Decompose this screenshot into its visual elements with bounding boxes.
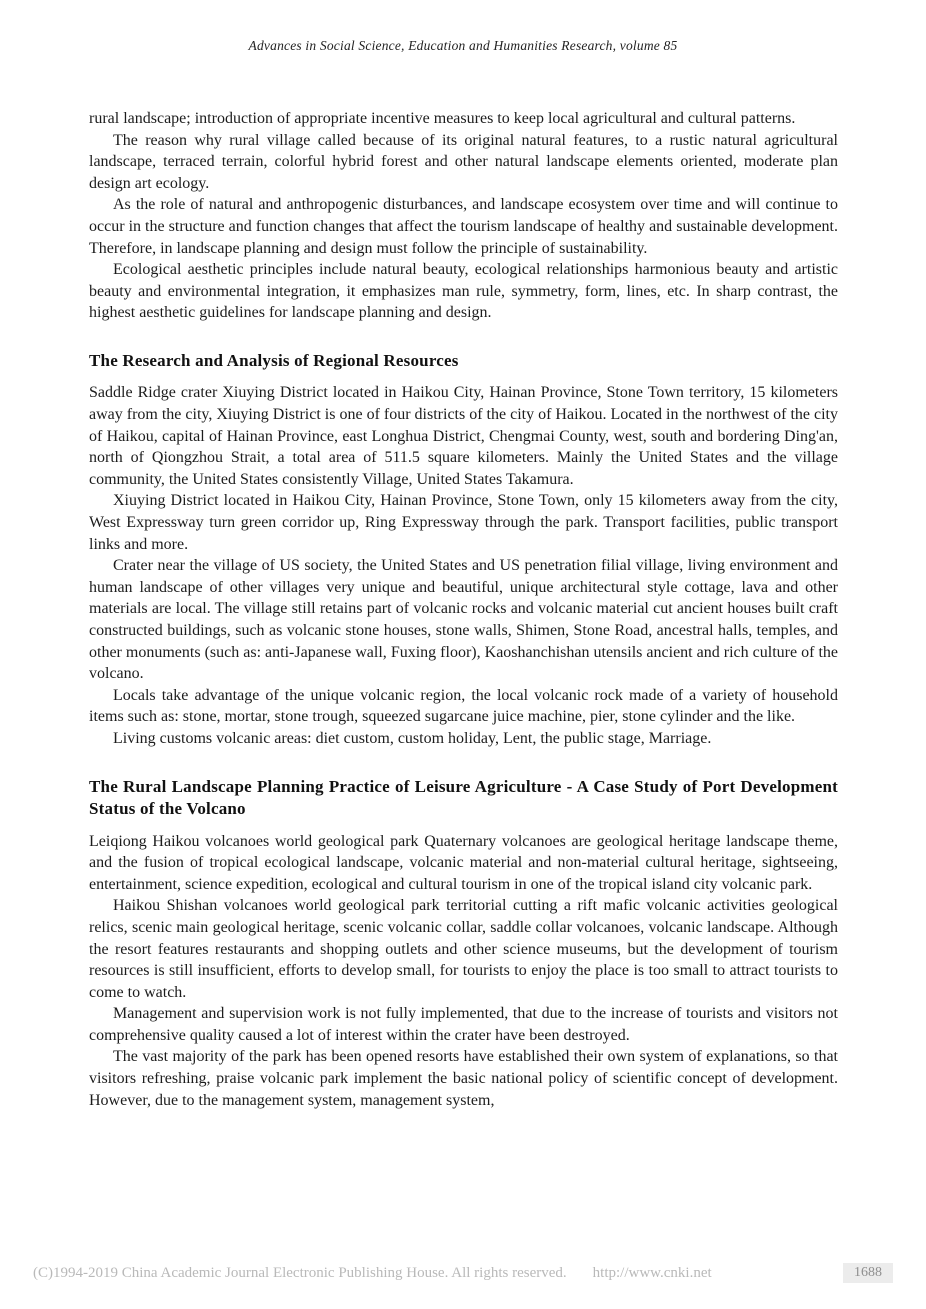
body-paragraph: Locals take advantage of the unique volcanic region, the local volcanic rock made of a variety of household items such as: stone, mortar, stone trough, squeezed sugarcane juice machine, pier, stone cylinder and the like. — [89, 686, 838, 726]
body-paragraph: Leiqiong Haikou volcanoes world geological park Quaternary volcanoes are geological heritage landscape theme, and the fusion of tropical ecological landscape, volcanic material and non-material cultural heritage, sightseeing, entertainment, science expedition, ecological and cultural tourism in one of the tropical island city volcanic park. — [89, 832, 838, 893]
body-paragraph: Xiuying District located in Haikou City, Hainan Province, Stone Town, only 15 kilometers away from the city, West Expressway turn green corridor up, Ring Expressway through the park. Transport facilities, public transport links and more. — [89, 492, 838, 553]
body-paragraph: Living customs volcanic areas: diet custom, custom holiday, Lent, the public stage, Marriage. — [113, 729, 712, 747]
page-number: 1688 — [843, 1263, 893, 1283]
body-paragraph: Management and supervision work is not fully implemented, that due to the increase of tourists and visitors not comprehensive quality caused a lot of interest within the crater have been destroyed. — [89, 1005, 838, 1044]
body-paragraph: The reason why rural village called because of its original natural features, to a rustic natural agricultural landscape, terraced terrain, colorful hybrid forest and other natural landscape elements oriented, moderate plan design art ecology. — [89, 131, 838, 192]
footer-url: http://www.cnki.net — [592, 1264, 712, 1281]
body-paragraph: Haikou Shishan volcanoes world geological park territorial cutting a rift mafic volcanic activities geological relics, scenic main geological heritage, scenic volcanic collar, saddle collar volcanoes, volcanic landscape. Although the resort features restaurants and shopping outlets and other science museums, but the development of tourism resources is still insufficient, efforts to develop small, for tourists to enjoy the place is too small to attract tourists to come to watch. — [89, 897, 838, 1001]
body-paragraph: Crater near the village of US society, the United States and US penetration filial village, living environment and human landscape of other villages very unique and beautiful, unique architectural style cottage, lava and other materials are local. The village still retains part of volcanic rocks and volcanic material cut ancient houses built craft constructed buildings, such as volcanic stone houses, stone walls, Shimen, Stone Road, ancestral halls, temples, and other monuments (such as: anti-Japanese wall, Fuxing floor), Kaoshanchishan utensils ancient and rich culture of the volcano. — [89, 557, 838, 683]
body-paragraph: As the role of natural and anthropogenic disturbances, and landscape ecosystem over time and will continue to occur in the structure and function changes that affect the tourism landscape of healthy and sustainable development. Therefore, in landscape planning and design must follow the principle of sustainability. — [89, 196, 838, 257]
body-paragraph: Ecological aesthetic principles include natural beauty, ecological relationships harmonious beauty and artistic beauty and environmental integration, it emphasizes man rule, symmetry, form, lines, etc. In sharp contrast, the highest aesthetic guidelines for landscape planning and design. — [89, 261, 838, 322]
footer-copyright: (C)1994-2019 China Academic Journal Electronic Publishing House. All rights reserved. — [33, 1264, 567, 1281]
body-paragraph: Saddle Ridge crater Xiuying District located in Haikou City, Hainan Province, Stone Town territory, 15 kilometers away from the city, Xiuying District is one of four districts of the city of Haikou. Located in the northwest of the city of Haikou, capital of Hainan Province, east Longhua District, Chengmai County, west, south and bordering Ding'an, north of Qiongzhou Strait, a total area of 511.5 square kilometers. Mainly the United States and the village community, the United States consistently Village, United States Takamura. — [89, 384, 838, 488]
section-heading: The Rural Landscape Planning Practice of Leisure Agriculture - A Case Study of Port Development Status of the Volcano — [89, 776, 838, 819]
body-paragraph: The vast majority of the park has been opened resorts have established their own system of explanations, so that visitors refreshing, praise volcanic park implement the basic national policy of scientific concept of development. However, due to the management system, management system, — [89, 1048, 838, 1109]
journal-header: Advances in Social Science, Education and Humanities Research, volume 85 — [248, 38, 678, 53]
page-footer — [33, 1263, 893, 1283]
section-heading: The Research and Analysis of Regional Resources — [89, 350, 459, 370]
page-body — [89, 108, 838, 1111]
body-paragraph: rural landscape; introduction of appropriate incentive measures to keep local agricultural and cultural patterns. — [89, 110, 796, 127]
